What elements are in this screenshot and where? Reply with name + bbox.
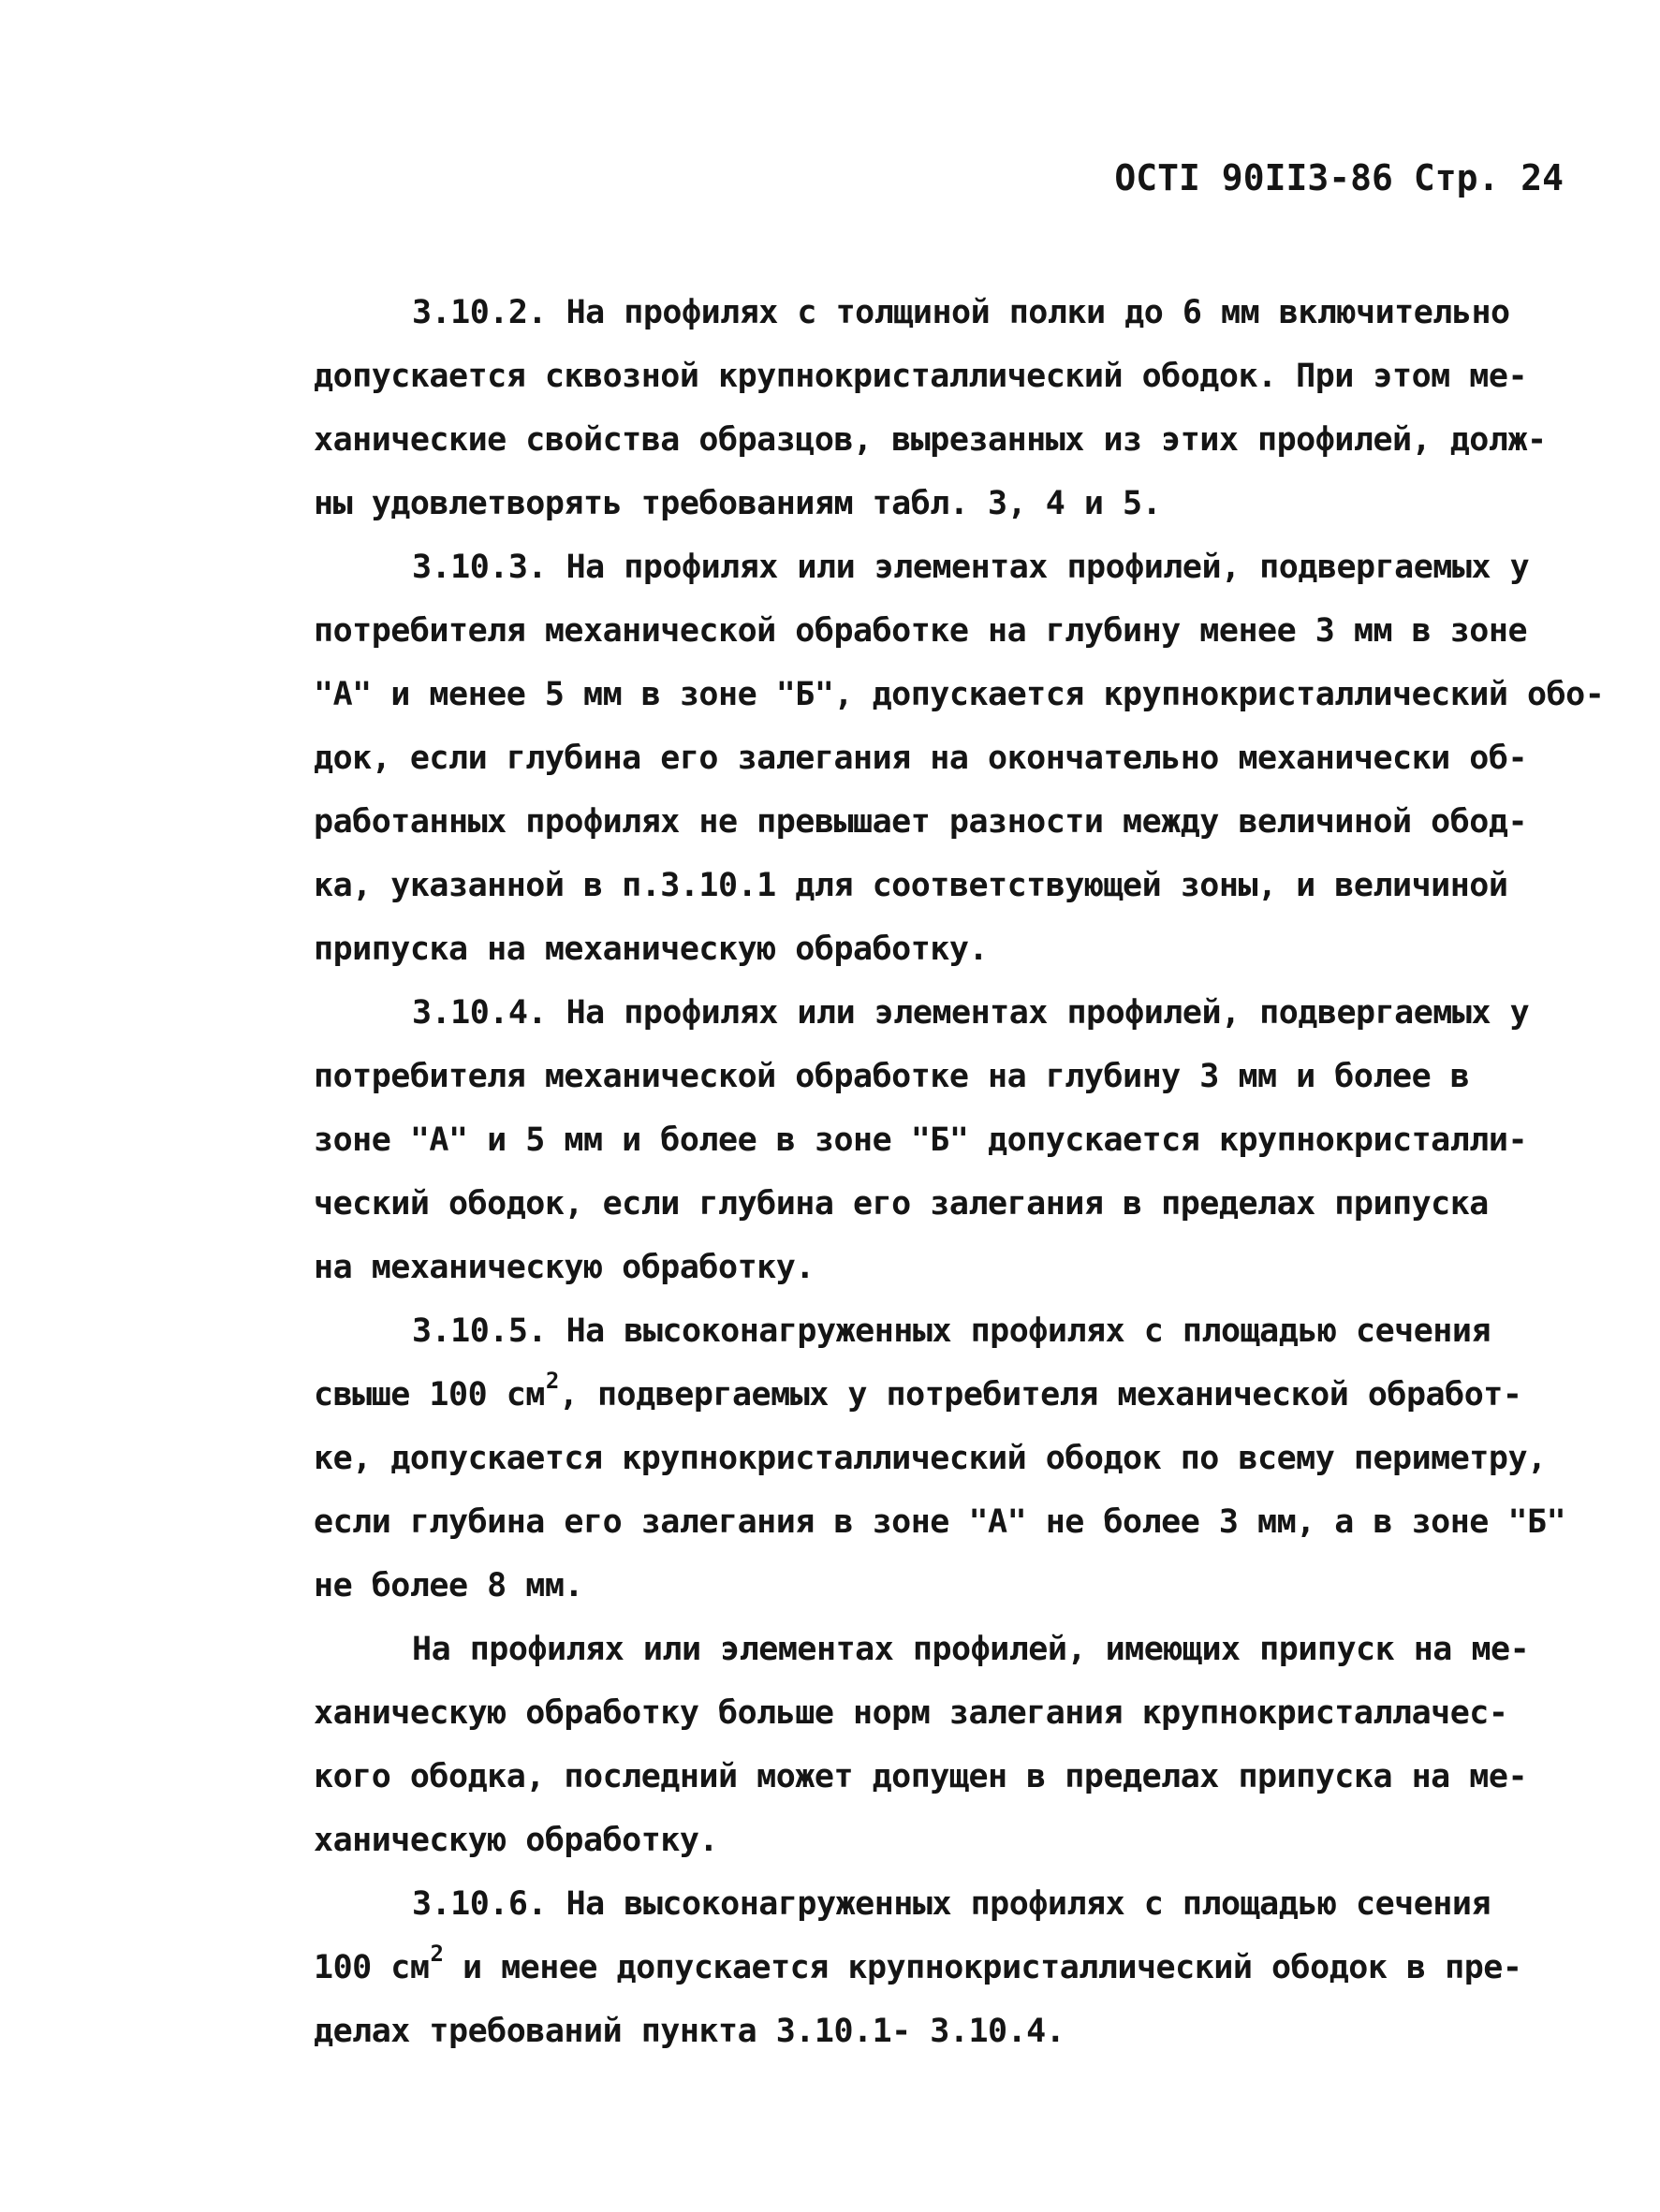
- paragraph-3-10-4-line-3: зоне "А" и 5 мм и более в зоне "Б" допускается крупнокристалли-: [314, 1121, 1528, 1159]
- paragraph-3-10-2-line-1: 3.10.2. На профилях с толщиной полки до 6 мм включительно: [412, 294, 1510, 331]
- paragraph-3-10-4-line-5: на механическую обработку.: [314, 1249, 815, 1286]
- paragraph-3-10-3-line-7: припуска на механическую обработку.: [314, 930, 989, 968]
- paragraph-allowance-line-2: ханическую обработку больше норм залегания крупнокристаллачес-: [314, 1694, 1508, 1732]
- paragraph-3-10-3-line-4: док, если глубина его залегания на окончательно механически об-: [314, 740, 1528, 777]
- page-header: [1077, 157, 1564, 198]
- paragraph-3-10-6-line-2: [314, 1941, 1587, 1991]
- paragraph-3-10-3-line-3: "А" и менее 5 мм в зоне "Б", допускается крупнокристаллический обо-: [314, 676, 1605, 713]
- document-code: ОСТI 90II3-86: [1114, 157, 1393, 198]
- paragraph-3-10-6-line-2-end: и менее допускается крупнокристаллический ободок в пре-: [443, 1949, 1522, 1986]
- paragraph-3-10-4-line-1: 3.10.4. На профилях или элементах профилей, подвергаемых у: [412, 994, 1530, 1032]
- superscript-2: 2: [430, 1941, 444, 1967]
- paragraph-3-10-2-line-2: допускается сквозной крупнокристаллический ободок. При этом ме-: [314, 358, 1528, 395]
- paragraph-3-10-6-line-3: делах требований пункта 3.10.1- 3.10.4.: [314, 2013, 1065, 2050]
- paragraph-3-10-4-line-2: потребителя механической обработке на глубину 3 мм и более в: [314, 1058, 1470, 1095]
- paragraph-allowance-line-1: На профилях или элементах профилей, имеющих припуск на ме-: [412, 1631, 1530, 1668]
- paragraph-3-10-5-line-2-end: , подвергаемых у потребителя механической обработ-: [558, 1376, 1522, 1414]
- paragraph-3-10-5-line-5: не более 8 мм.: [314, 1567, 584, 1604]
- paragraph-3-10-3-line-5: работанных профилях не превышает разности между величиной обод-: [314, 803, 1528, 841]
- paragraph-3-10-5-line-1: 3.10.5. На высоконагруженных профилях с площадью сечения: [412, 1312, 1491, 1350]
- paragraph-allowance-line-3: кого ободка, последний может допущен в пределах припуска на ме-: [314, 1758, 1528, 1795]
- paragraph-3-10-5-line-2: [314, 1368, 1587, 1418]
- superscript-2: 2: [545, 1368, 559, 1394]
- paragraph-3-10-6-line-1: 3.10.6. На высоконагруженных профилях с площадью сечения: [412, 1885, 1491, 1923]
- paragraph-allowance-line-4: ханическую обработку.: [314, 1822, 719, 1859]
- paragraph-3-10-3-line-1: 3.10.3. На профилях или элементах профилей, подвергаемых у: [412, 549, 1530, 586]
- page-number: Стр. 24: [1413, 157, 1564, 198]
- paragraph-3-10-3-line-6: ка, указанной в п.3.10.1 для соответствующей зоны, и величиной: [314, 867, 1508, 904]
- paragraph-3-10-5-line-2-start: свыше 100 см: [314, 1376, 545, 1414]
- paragraph-3-10-2-line-3: ханические свойства образцов, вырезанных из этих профилей, долж-: [314, 421, 1547, 459]
- paragraph-3-10-4-line-4: ческий ободок, если глубина его залегания в пределах припуска: [314, 1185, 1489, 1223]
- paragraph-3-10-5-line-4: если глубина его залегания в зоне "А" не более 3 мм, а в зоне "Б": [314, 1503, 1566, 1541]
- paragraph-3-10-6-line-2-start: 100 см: [314, 1949, 430, 1986]
- paragraph-3-10-5-line-3: ке, допускается крупнокристаллический ободок по всему периметру,: [314, 1440, 1547, 1477]
- paragraph-3-10-2-line-4: ны удовлетворять требованиям табл. 3, 4 и 5.: [314, 485, 1162, 522]
- paragraph-3-10-3-line-2: потребителя механической обработке на глубину менее 3 мм в зоне: [314, 612, 1528, 650]
